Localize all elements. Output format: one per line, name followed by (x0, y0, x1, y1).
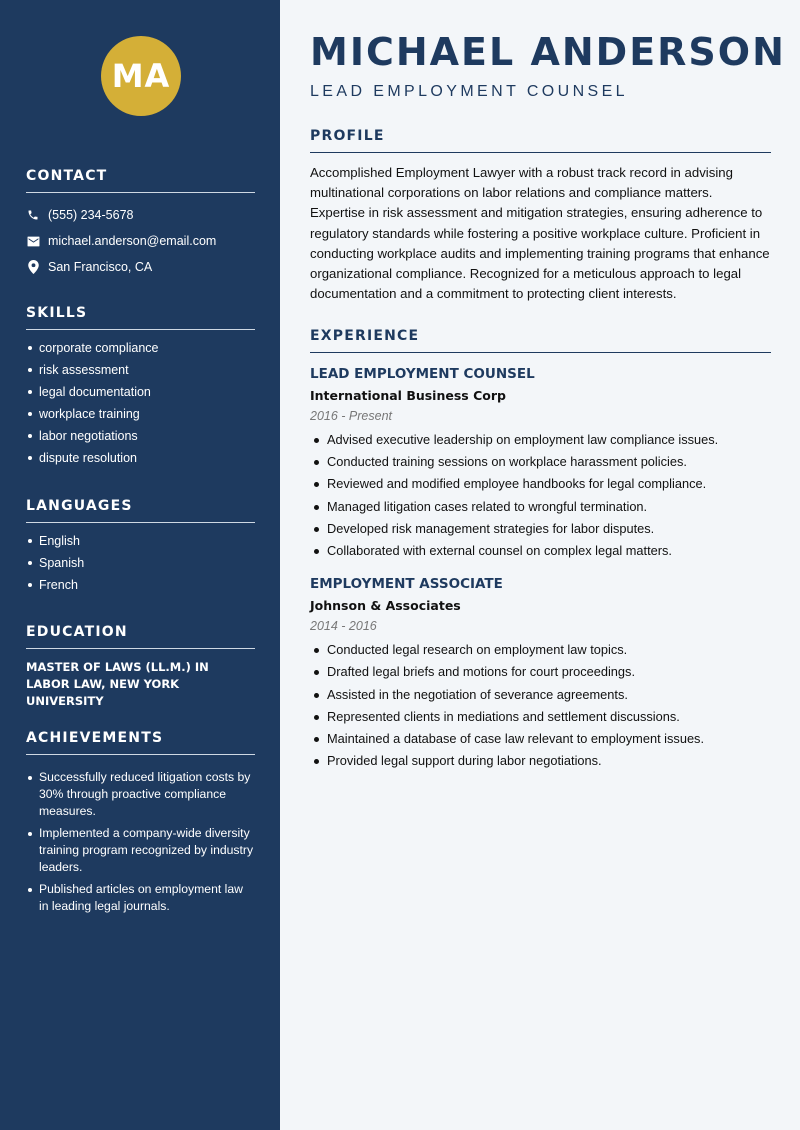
job-role: LEAD EMPLOYMENT COUNSEL (310, 366, 535, 382)
contact-phone-row (26, 202, 255, 228)
candidate-name: MICHAEL ANDERSON (310, 30, 786, 74)
job-bullet: Conducted training sessions on workplace harassment policies. (310, 451, 771, 473)
job-bullet: Managed litigation cases related to wrongful termination. (310, 496, 771, 518)
location-pin-icon (26, 260, 40, 274)
job-dates: 2014 - 2016 (310, 619, 377, 634)
job-bullet: Provided legal support during labor negotiations. (310, 750, 771, 772)
job-bullet: Represented clients in mediations and settlement discussions. (310, 706, 771, 728)
sidebar (0, 0, 280, 1130)
phone-icon (26, 208, 40, 222)
job-bullet: Developed risk management strategies for labor disputes. (310, 518, 771, 540)
languages-heading: LANGUAGES (26, 498, 255, 523)
job-bullet: Assisted in the negotiation of severance agreements. (310, 684, 771, 706)
contact-section (26, 168, 255, 280)
contact-heading: CONTACT (26, 168, 255, 193)
job-dates: 2016 - Present (310, 409, 392, 423)
education-heading: EDUCATION (26, 624, 255, 649)
achievement-item: Successfully reduced litigation costs by 30% through proactive compliance measures. (26, 769, 255, 820)
contact-phone: (555) 234-5678 (48, 208, 134, 222)
language-item: English (26, 530, 255, 552)
contact-email: michael.anderson@email.com (48, 234, 217, 248)
achievements-heading: ACHIEVEMENTS (26, 730, 255, 755)
experience-heading: EXPERIENCE (310, 328, 771, 353)
profile-text: Accomplished Employment Lawyer with a robust track record in advising multinational corporations on labor relations and compliance matters. Expertise in risk assessment and mitigation strategies, ensuring adherence to regulatory standards while fostering a positive workplace culture. Proficient in conducting workplace audits and implementing training programs that enhance organizational compliance. Recognized for a meticulous approach to legal documentation and a commitment to protecting client interests. (310, 165, 770, 302)
avatar: MA (101, 36, 181, 116)
education-entry: MASTER OF LAWS (LL.M.) IN LABOR LAW, NEW YORK UNIVERSITY (26, 660, 209, 708)
job-bullet: Collaborated with external counsel on complex legal matters. (310, 540, 771, 562)
language-item: Spanish (26, 552, 255, 574)
profile-section (310, 128, 771, 304)
job-bullet: Reviewed and modified employee handbooks for legal compliance. (310, 473, 771, 495)
achievements-section (26, 730, 255, 920)
achievement-item: Implemented a company-wide diversity training program recognized by industry leaders. (26, 825, 255, 876)
mail-icon (26, 234, 40, 248)
candidate-title: LEAD EMPLOYMENT COUNSEL (310, 83, 628, 100)
skill-item: dispute resolution (26, 447, 255, 469)
languages-section (26, 498, 255, 596)
job-company: Johnson & Associates (310, 598, 461, 614)
job-entry (310, 366, 771, 562)
skills-section (26, 305, 255, 469)
main-content (280, 0, 800, 1130)
skill-item: legal documentation (26, 381, 255, 403)
job-bullet: Maintained a database of case law relevant to employment issues. (310, 728, 771, 750)
job-entry (310, 576, 771, 772)
skill-item: workplace training (26, 403, 255, 425)
skill-item: corporate compliance (26, 337, 255, 359)
experience-section (310, 328, 771, 772)
job-role: EMPLOYMENT ASSOCIATE (310, 576, 503, 593)
achievement-item: Published articles on employment law in leading legal journals. (26, 881, 255, 915)
contact-email-row (26, 228, 255, 254)
skills-heading: SKILLS (26, 305, 255, 330)
language-item: French (26, 574, 255, 596)
job-bullet: Advised executive leadership on employment law compliance issues. (310, 429, 771, 451)
skill-item: labor negotiations (26, 425, 255, 447)
contact-location-row (26, 254, 255, 280)
education-section (26, 624, 255, 710)
job-bullet: Drafted legal briefs and motions for court proceedings. (310, 661, 771, 683)
skill-item: risk assessment (26, 359, 255, 381)
job-company: International Business Corp (310, 388, 506, 403)
job-bullet: Conducted legal research on employment law topics. (310, 639, 771, 661)
profile-heading: PROFILE (310, 128, 771, 153)
contact-location: San Francisco, CA (48, 260, 153, 274)
